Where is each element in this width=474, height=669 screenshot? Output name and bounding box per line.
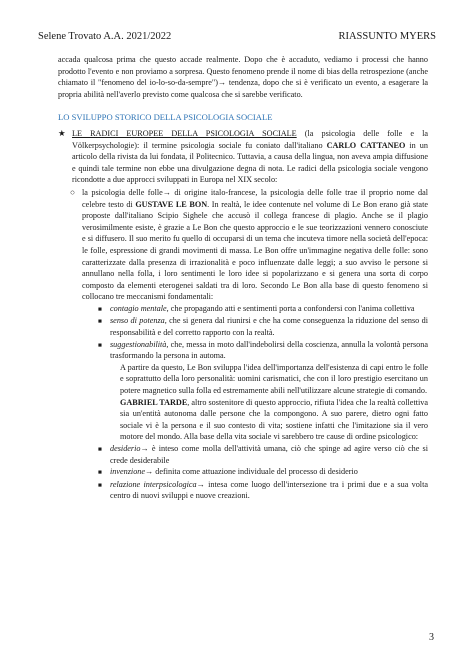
- page-body: [58, 54, 428, 502]
- name-cattaneo: CARLO CATTANEO: [326, 140, 406, 150]
- cause-item: ■ desiderio→ è inteso come molla dell'attività umana, ciò che spinge ad agire verso ciò che si crede desiderabile: [98, 444, 428, 465]
- circle-bullet-icon: ○: [70, 187, 75, 197]
- section-heading: LO SVILUPPO STORICO DELLA PSICOLOGIA SOCIALE: [58, 112, 273, 123]
- header-author: Selene Trovato A.A. 2021/2022: [38, 31, 172, 42]
- square-bullet-icon: ■: [98, 446, 102, 453]
- cause-item: ■ relazione interpsicologica→ intesa come luogo dell'intersezione tra i primi due e a sua volta centro di nuovi sviluppi e nuove creazioni.: [98, 479, 428, 501]
- square-bullet-icon: ■: [98, 318, 102, 326]
- square-bullet-icon: ■: [98, 469, 102, 477]
- list-item-radici: ★ LE RADICI EUROPEE DELLA PSICOLOGIA SOCIALE (la psicologia delle folle e la Völkerpsychologie): il termine psicologia sociale fu coniato dall'italiano CARLO CATTANEO in un articolo della rivista da lui fondata, il Politecnico. Tuttavia, a causa della lingua, non aveva ampia diffusione e quindi tale termine non ebbe una divulgazione degna di nota. Le radici della psicologia sociale vengono ricondotte a due approcci sviluppati in Europa nel XIX secolo:: [58, 127, 428, 185]
- square-bullet-icon: ■: [98, 341, 102, 349]
- mechanism-item: ■ senso di potenza, che si genera dal riunirsi e che ha come conseguenza la riduzione del senso di responsabilità e del corretto rapporto con la realtà.: [98, 316, 428, 338]
- square-bullet-icon: ■: [98, 481, 102, 489]
- item-title: LE RADICI EUROPEE DELLA PSICOLOGIA SOCIALE: [72, 128, 297, 138]
- page-number: 3: [429, 632, 434, 643]
- continuation-paragraph: A partire da questo, Le Bon sviluppa l'idea dell'importanza dell'esistenza di capi entro le folle e soprattutto della loro personalità: uomini carismatici, che con il loro prestigio esercitano un potere magnetico sulla folla ed estremamente abili nell'utilizzare alcune strategie di comando. GABRIEL TARDE, altro sostenitore di questo approccio, rifiuta l'idea che la realtà collettiva sia un'entità autonoma dalle persone che la compongono. A suo parere, dietro ogni fatto sociale vi è la persona e il suo contesto di vita; sostiene infatti che l'imitazione sia il vero motore del mondo. Alla base della vita sociale vi sarebbero tre cause di ordine psicologico:: [120, 362, 428, 442]
- name-tarde: GABRIEL TARDE: [120, 397, 188, 407]
- name-le-bon: GUSTAVE LE BON: [135, 199, 208, 209]
- intro-paragraph: accada qualcosa prima che questo accade realmente. Dopo che è accaduto, vediamo i processi che hanno prodotto l'evento e non proviamo a sorpresa. Questo fenomeno prende il nome di bias della retrospezione (anche chiamato il "fenomeno del io-lo-so-da-sempre")→ tendenza, dopo che si è verificato un evento, a esagerare la propria abilità nell'averlo previsto come qualcosa che si sarebbe verificato.: [58, 55, 428, 99]
- cause-item: ■ invenzione→ definita come attuazione individuale del processo di desiderio: [98, 466, 428, 479]
- square-bullet-icon: ■: [98, 305, 102, 313]
- star-bullet-icon: ★: [58, 127, 66, 138]
- mechanism-item: ■ suggestionabilità, che, messa in moto dall'indebolirsi della coscienza, annulla la volontà persona trasformando la persona in automa.: [98, 339, 428, 361]
- sublist-item-folle: ○ la psicologia delle folle→ di origine italo-francese, la psicologia delle folle trae il proprio nome dal celebre testo di GUSTAVE LE BON. In realtà, le idee contenute nel volume di Le Bon erano già state proposte dall'italiano Scipio Sighele che accusò il collega francese di plagio. Anche se il plagio verosimilmente esiste, è grazie a Le Bon che questo approccio e le sue teorizzazioni vennero conosciute e si diffusero. Il suo merito fu quello di occuparsi di un tema che incuteva timore nella società dell'epoca: le folle, espressione di grandi movimenti di massa. Le Bon offre un'immagine negativa delle folle: sono caratterizzate dalla presenza di irrazionalità e poco influenzate dalle leggi; a suo avviso le persone si annullano nella folla, i loro sentimenti le loro idee si popolarizzano e si genera una sorta di corpo composto da elementi eterogenei saldati tra di loro. Secondo Le Bon alla base di questo fenomeno si collocano tre meccanismi fondamentali:: [70, 187, 428, 302]
- mechanism-item: ■ contagio mentale, che propagando atti e sentimenti porta a confondersi con l'anima collettiva: [98, 303, 428, 316]
- header-title: RIASSUNTO MYERS: [338, 31, 436, 42]
